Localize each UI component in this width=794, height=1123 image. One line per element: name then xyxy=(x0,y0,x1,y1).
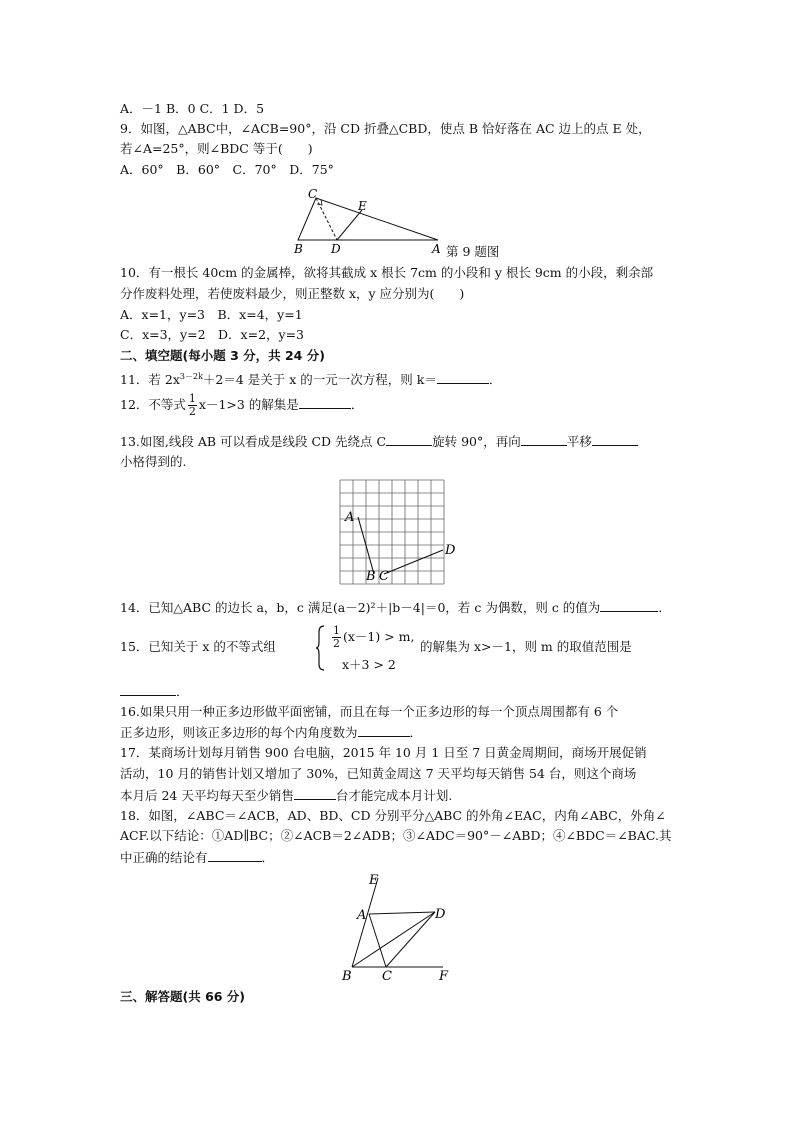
q18-line1: 18．如图，∠ABC＝∠ACB，AD、BD、CD 分别平分△ABC 的外角∠EAC，内角∠ABC，外角∠ xyxy=(120,808,666,823)
q18-label-f: F xyxy=(439,969,449,984)
q13-grid-figure xyxy=(330,472,460,587)
q15-post: 的解集为 x>－1，则 m 的取值范围是 xyxy=(420,639,632,654)
q11-blank[interactable] xyxy=(437,371,489,384)
q15-row1: $\frac{1}{2}$ (x－1) > m, xyxy=(333,624,415,650)
q13-label-a: A xyxy=(345,510,355,525)
q10-options2: C．x=3，y=2 D．x=2，y=3 xyxy=(120,327,305,342)
q18-figure xyxy=(335,872,465,984)
q15-brace xyxy=(316,624,326,672)
q13-blank-2[interactable] xyxy=(521,433,567,446)
q10-line1: 10．有一根长 40cm 的金属棒，欲将其截成 x 根长 7cm 的小段和 y 根长 9cm 的小段，剩余部 xyxy=(120,265,654,280)
q10-line2: 分作废料处理，若使废料最少，则正整数 x，y 应分别为( ) xyxy=(120,286,465,301)
q13-blank-3[interactable] xyxy=(592,433,638,446)
q18-line2: ACF.以下结论：①AD∥BC；②∠ACB＝2∠ADB；③∠ADC＝90°－∠ABD；④∠BDC＝∠BAC.其 xyxy=(120,828,672,843)
q18-label-a: A xyxy=(357,908,367,923)
q9-label-b: B xyxy=(294,242,303,256)
q10-options1: A．x=1，y=3 B．x=4，y=1 xyxy=(120,307,303,322)
q13-blank-1[interactable] xyxy=(386,433,432,446)
q18-blank[interactable] xyxy=(208,849,262,862)
q9-options: A．60° B．60° C．70° D．75° xyxy=(120,162,334,177)
q11: 11．若 $2x^{3-2k}+2=4$ 是关于 x 的一元一次方程，则 k＝ ． xyxy=(120,372,502,388)
q18-label-d: D xyxy=(435,907,446,922)
q18-line3: 中正确的结论有 ． xyxy=(120,850,275,865)
q15-answer: ． xyxy=(120,683,189,700)
q13-label-c: C xyxy=(379,569,389,584)
q16-line1: 16.如果只用一种正多边形做平面密铺，而且在每一个正多边形的每一个顶点周围都有 6 个 xyxy=(120,704,619,719)
q15-pre: 15．已知关于 x 的不等式组 xyxy=(120,639,276,654)
q13-label-d: D xyxy=(445,543,456,558)
q13-line2: 小格得到的. xyxy=(120,454,187,469)
q9-label-e: E xyxy=(358,199,367,213)
q9-line2: 若∠A=25°，则∠BDC 等于( ) xyxy=(120,141,313,156)
q9-line1: 9．如图，△ABC中，∠ACB=90°，沿 CD 折叠△CBD，使点 B 恰好落在 AC 边上的点 E 处， xyxy=(120,121,651,136)
q16-line2: 正多边形，则该正多边形的每个内角度数为 ． xyxy=(120,725,423,740)
q18-label-e: E xyxy=(369,873,379,888)
q13-line1: 13.如图,线段 AB 可以看成是线段 CD 先绕点 C 旋转 90°，再向 平移 xyxy=(120,433,638,450)
q9-label-c: C xyxy=(308,187,318,201)
q14-blank[interactable] xyxy=(600,599,658,612)
section-3-heading: 三、解答题(共 66 分) xyxy=(120,989,246,1004)
q15-row2: x＋3 > 2 xyxy=(342,657,396,672)
q9-caption: 第 9 题图 xyxy=(446,244,500,259)
q12: 12．不等式 $\frac{1}{2}$ x－1>3 的解集是 ． xyxy=(120,392,364,418)
q9-label-a: A xyxy=(432,242,441,256)
q9-label-d: D xyxy=(331,242,341,256)
q18-label-c: C xyxy=(382,969,392,984)
q17-line3: 本月后 24 天平均每天至少销售 台才能完成本月计划. xyxy=(120,788,453,803)
q15-blank[interactable] xyxy=(120,683,176,696)
q17-line2: 活动，10 月的销售计划又增加了 30%，已知黄金周这 7 天平均每天销售 54 台，则这个商场 xyxy=(120,766,637,781)
q13-label-b: B xyxy=(366,569,376,584)
q12-fraction: $\frac{1}{2}$ xyxy=(188,392,196,418)
q14: 14．已知△ABC 的边长 a，b，c 满足(a－2)²＋|b－4|＝0，若 c 为偶数，则 c 的值为 ． xyxy=(120,600,671,615)
q16-blank[interactable] xyxy=(358,724,410,737)
q18-label-b: B xyxy=(342,969,352,984)
section-2-heading: 二、填空题(每小题 3 分，共 24 分) xyxy=(120,348,325,363)
q12-blank[interactable] xyxy=(299,396,351,409)
q8-options: A．－1 B．0 C．1 D．5 xyxy=(120,101,265,116)
q17-blank[interactable] xyxy=(294,787,336,800)
q17-line1: 17．某商场计划每月销售 900 台电脑，2015 年 10 月 1 日至 7 日黄金周期间，商场开展促销 xyxy=(120,745,647,760)
